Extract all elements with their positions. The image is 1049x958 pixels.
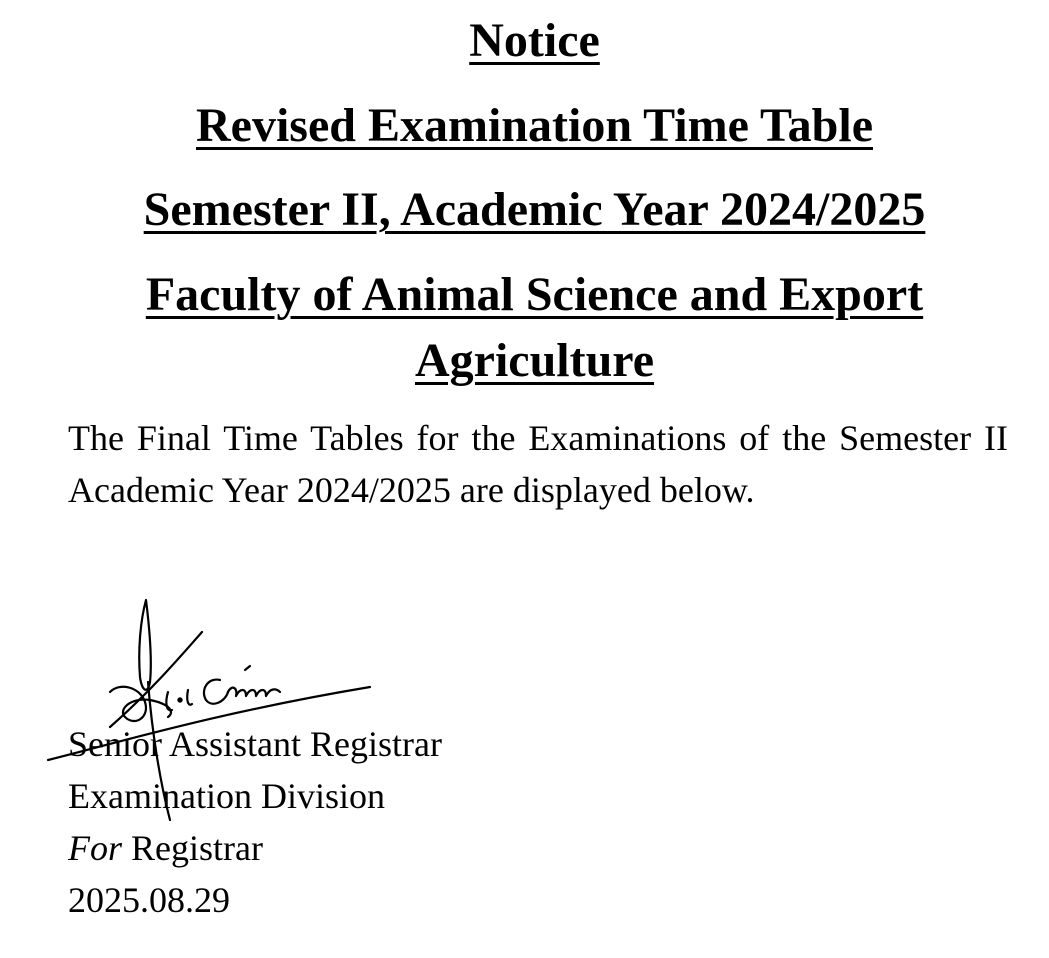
notice-body-paragraph: The Final Time Tables for the Examinations of the Semester II Academic Year 2024/2025 are displayed below. <box>68 418 1008 510</box>
faculty-heading-continued: Agriculture <box>414 334 655 387</box>
signoff-division: Examination Division <box>68 776 385 816</box>
handwritten-signature <box>40 592 380 827</box>
semester-heading: Semester II, Academic Year 2024/2025 <box>143 183 926 236</box>
signoff-title: Senior Assistant Registrar <box>68 724 442 764</box>
signoff-for-line <box>68 822 442 874</box>
revised-timetable-heading: Revised Examination Time Table <box>195 99 873 152</box>
signoff-for-prefix: For <box>68 828 122 868</box>
faculty-heading: Faculty of Animal Science and Export <box>145 268 924 321</box>
signoff-date: 2025.08.29 <box>68 880 230 920</box>
notice-title: Notice <box>469 14 600 67</box>
signoff-for-name: Registrar <box>122 828 263 868</box>
